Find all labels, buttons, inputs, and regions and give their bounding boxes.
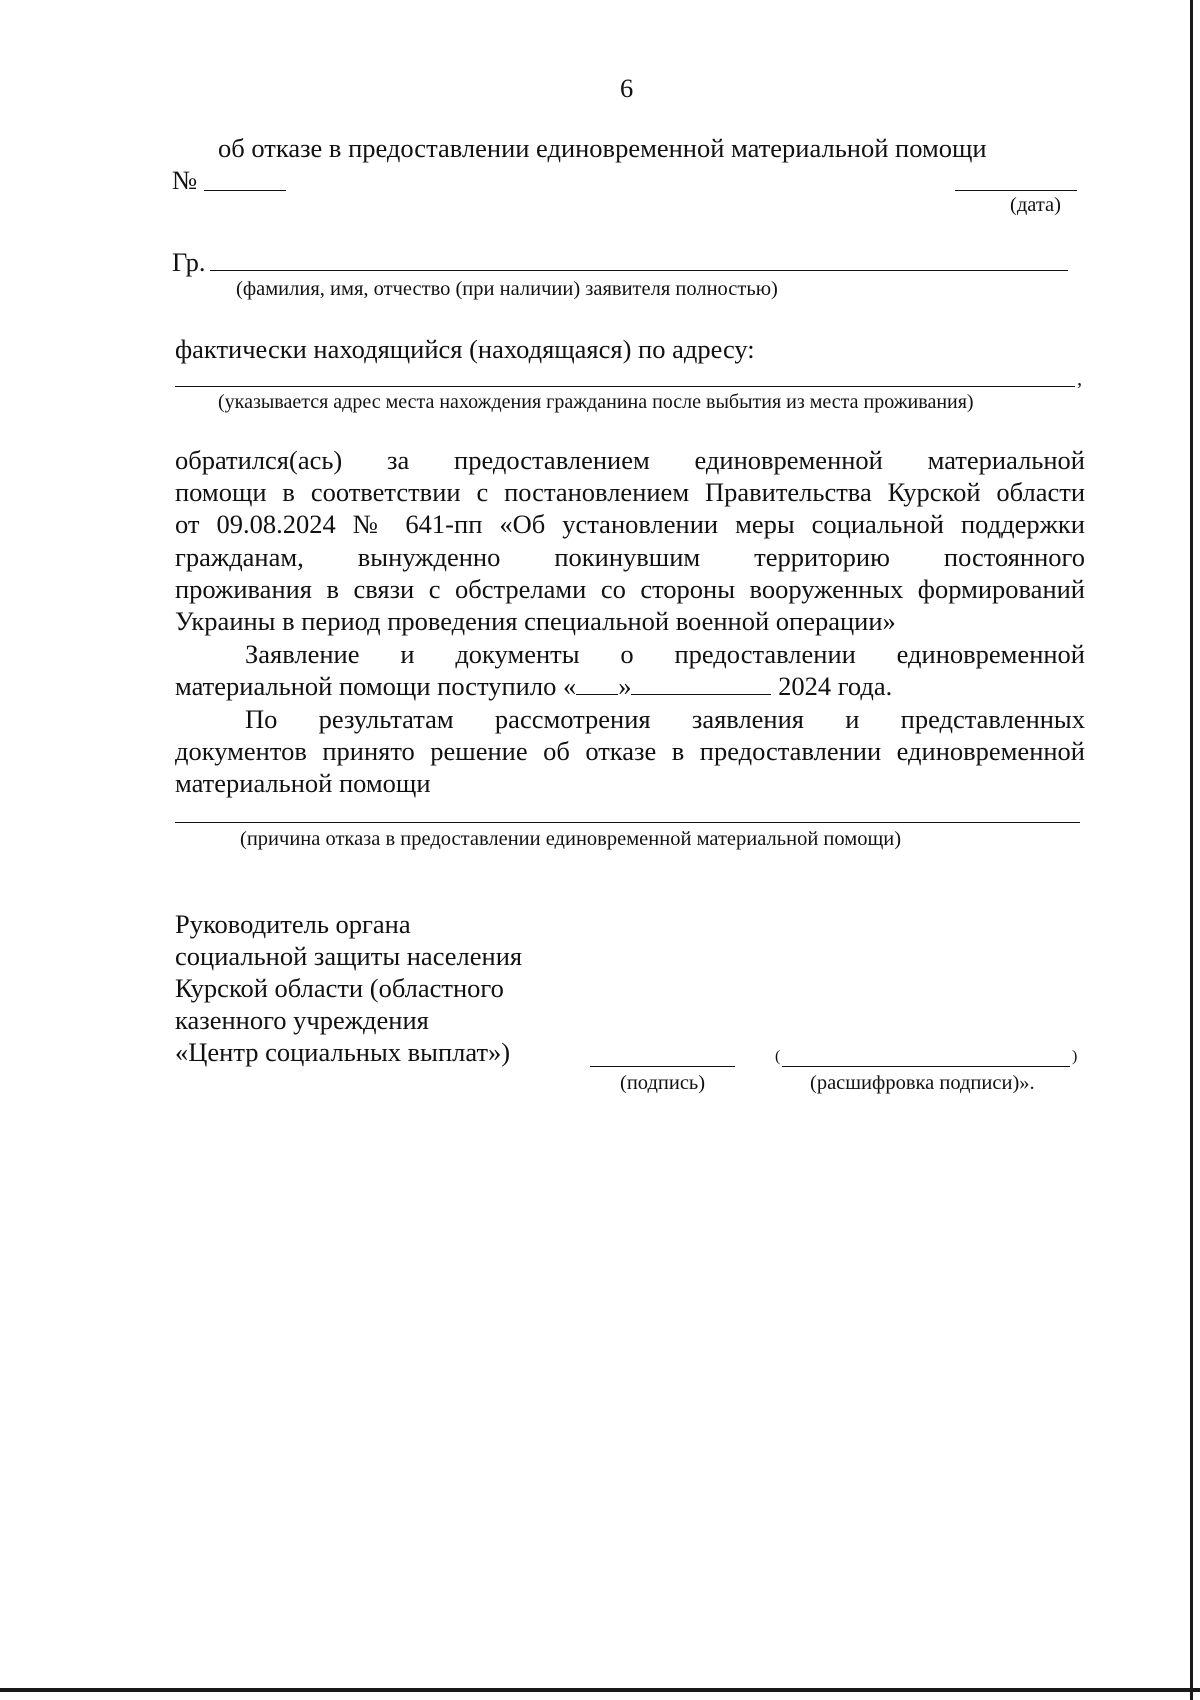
document-title: об отказе в предоставлении единовременной материальной помощи: [218, 133, 987, 163]
body-p1-line-4: гражданам, вынужденно покинувшим территорию постоянного: [175, 542, 1085, 572]
body-p1-line-1: обратился(ась) за предоставлением единовременной материальной: [175, 445, 1085, 475]
official-line-1: Руководитель органа: [175, 909, 411, 939]
body-p2-line-1: Заявление и документы о предоставлении единовременной: [245, 639, 1085, 669]
decryption-line: [782, 1066, 1070, 1067]
number-label: №: [172, 165, 198, 195]
body-p3-line-3: материальной помощи: [175, 768, 431, 798]
scan-border-right: [1190, 0, 1193, 1700]
received-month-blank: [631, 672, 771, 695]
body-p3-line-2: документов принято решение об отказе в предоставлении единовременной: [175, 736, 1085, 766]
body-p1-line-6: Украины в период проведения специальной военной операции»: [175, 606, 896, 636]
body-p1-line-3: от 09.08.2024 № 641-пп «Об установлении меры социальной поддержки: [175, 509, 1085, 539]
official-line-2: социальной защиты населения: [175, 941, 523, 971]
received-text-end: 2024 года.: [771, 671, 893, 701]
address-caption: (указывается адрес места нахождения гражданина после выбытия из места проживания): [218, 391, 974, 413]
applicant-caption: (фамилия, имя, отчество (при наличии) заявителя полностью): [236, 278, 778, 300]
body-p1-line-5: проживания в связи с обстрелами со стороны вооруженных формирований: [175, 574, 1085, 604]
received-text-mid: »: [618, 671, 632, 701]
address-line: [175, 386, 1075, 387]
official-line-3: Курской области (областного: [175, 973, 504, 1003]
received-day-blank: [576, 672, 618, 695]
number-blank-line: [204, 190, 286, 191]
scan-border-bottom: [0, 1688, 1200, 1692]
page-number: 6: [620, 73, 634, 103]
refusal-reason-caption: (причина отказа в предоставлении единовременной материальной помощи): [240, 828, 902, 850]
body-p2-line-2: [175, 670, 892, 702]
official-line-4: казенного учреждения: [175, 1005, 429, 1035]
refusal-reason-line: [175, 822, 1080, 823]
signature-line: [590, 1066, 735, 1067]
applicant-name-line: [210, 270, 1068, 271]
body-p1-line-2: помощи в соответствии с постановлением Правительства Курской области: [175, 477, 1085, 507]
date-caption: (дата): [1010, 194, 1061, 216]
date-blank-line: [955, 190, 1077, 191]
decryption-close-paren: ): [1072, 1048, 1078, 1065]
decryption-caption: (расшифровка подписи)».: [810, 1072, 1035, 1094]
body-p3-line-1: По результатам рассмотрения заявления и представленных: [245, 704, 1085, 734]
address-comma: ,: [1077, 368, 1083, 390]
decryption-open-paren: (: [775, 1048, 781, 1065]
official-line-5: «Центр социальных выплат»): [175, 1037, 511, 1067]
received-text-start: материальной помощи поступило «: [175, 671, 577, 701]
applicant-label: Гр.: [172, 247, 206, 277]
address-label: фактически находящийся (находящаяся) по адресу:: [175, 334, 755, 364]
signature-caption: (подпись): [620, 1072, 706, 1094]
